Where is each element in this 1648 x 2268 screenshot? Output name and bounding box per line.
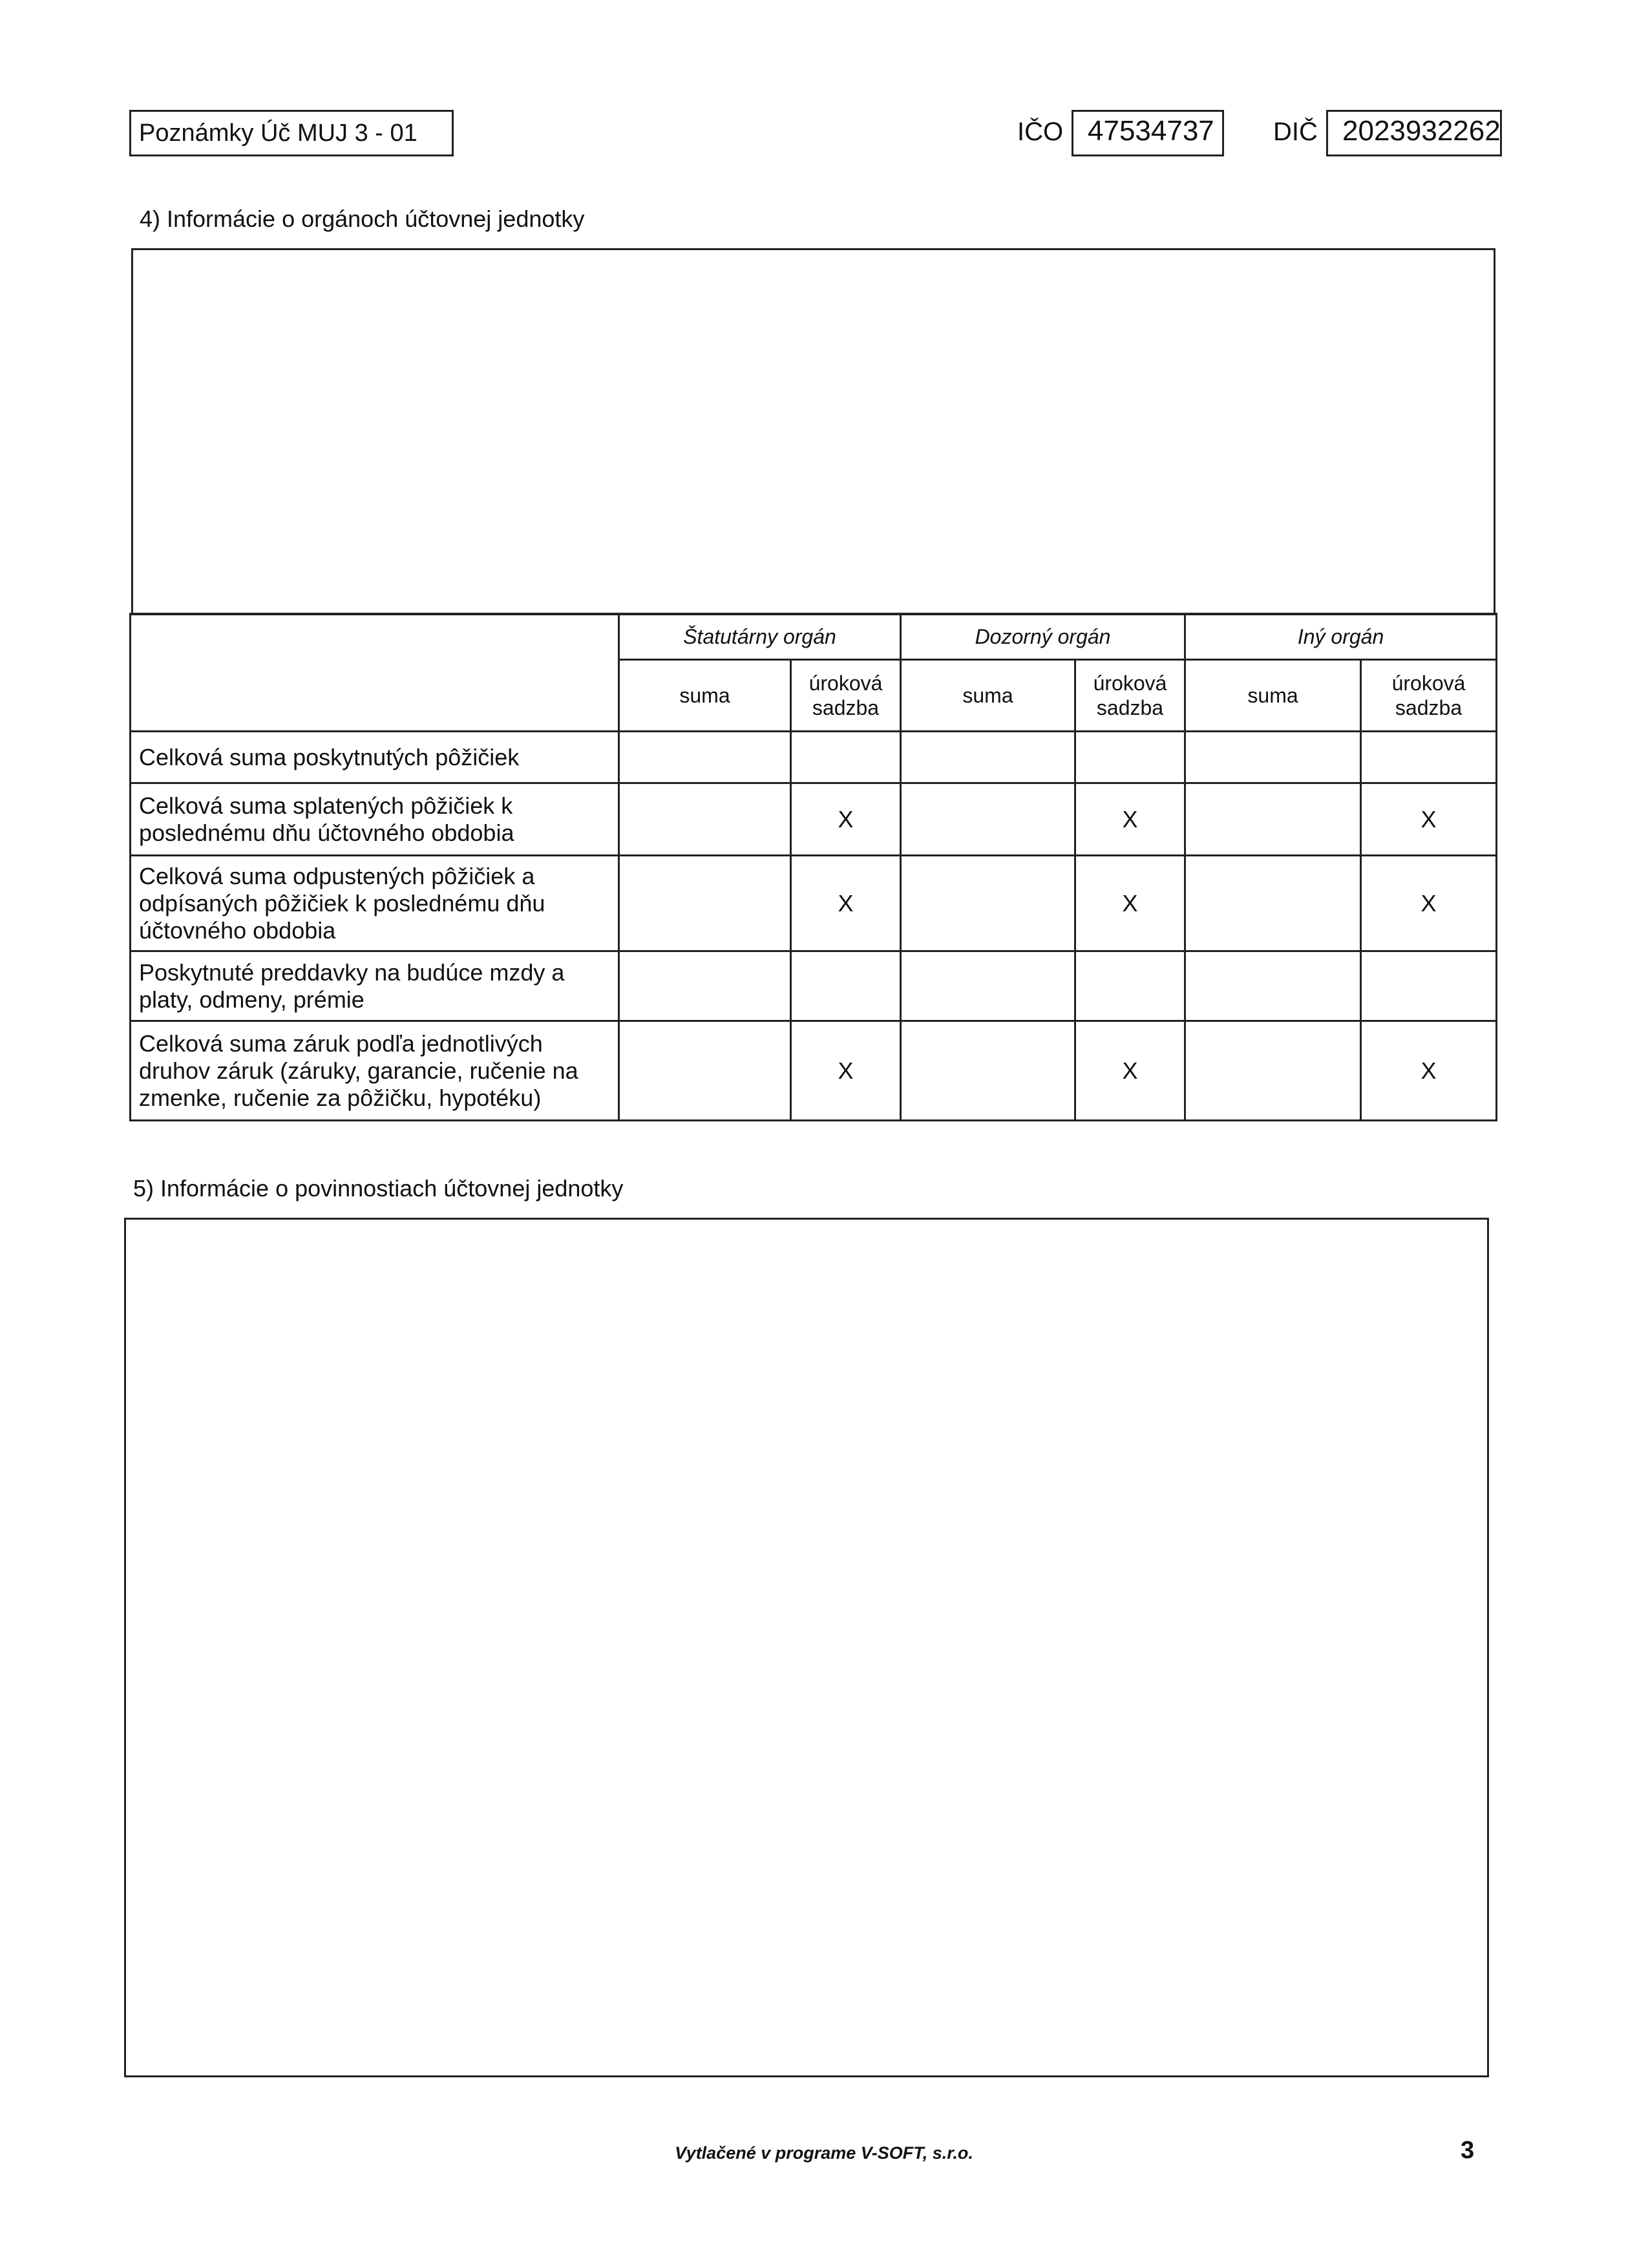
na-cell: X <box>1361 856 1497 951</box>
subheader-rate: úroková sadzba <box>1361 660 1497 732</box>
subheader-suma: suma <box>1185 660 1361 732</box>
value-cell[interactable] <box>791 951 901 1021</box>
na-cell: X <box>791 783 901 856</box>
value-cell[interactable] <box>791 732 901 783</box>
group-header-supervisory: Dozorný orgán <box>901 614 1185 660</box>
value-cell[interactable] <box>1075 732 1185 783</box>
value-cell[interactable] <box>1361 951 1497 1021</box>
subheader-rate: úroková sadzba <box>1075 660 1185 732</box>
subheader-suma: suma <box>619 660 791 732</box>
value-cell[interactable] <box>1361 732 1497 783</box>
value-cell[interactable] <box>1185 856 1361 951</box>
table-row <box>131 951 1497 1021</box>
value-cell[interactable] <box>1185 732 1361 783</box>
row-label: Celková suma záruk podľa jednotlivých druhov záruk (záruky, garancie, ručenie na zmenke, ručenie za pôžičku, hypotéku) <box>131 1021 619 1121</box>
value-cell[interactable] <box>1075 951 1185 1021</box>
group-header-statutory: Štatutárny orgán <box>619 614 901 660</box>
section4-text-area[interactable] <box>131 248 1495 615</box>
subheader-suma: suma <box>901 660 1075 732</box>
na-cell: X <box>1075 856 1185 951</box>
row-label: Poskytnuté preddavky na budúce mzdy a platy, odmeny, prémie <box>131 951 619 1021</box>
value-cell[interactable] <box>901 1021 1075 1121</box>
loans-table <box>129 613 1497 1121</box>
dic-value-box: 2023932262 <box>1326 110 1502 156</box>
value-cell[interactable] <box>901 951 1075 1021</box>
printed-by-footer: Vytlačené v programe V-SOFT, s.r.o. <box>675 2143 973 2163</box>
value-cell[interactable] <box>901 856 1075 951</box>
value-cell[interactable] <box>901 783 1075 856</box>
table-row <box>131 783 1497 856</box>
ico-value-box: 47534737 <box>1072 110 1224 156</box>
value-cell[interactable] <box>619 951 791 1021</box>
value-cell[interactable] <box>1185 783 1361 856</box>
table-corner-cell <box>131 614 619 732</box>
na-cell: X <box>1075 1021 1185 1121</box>
value-cell[interactable] <box>1185 951 1361 1021</box>
row-label: Celková suma odpustených pôžičiek a odpísaných pôžičiek k poslednému dňu účtovného obdobia <box>131 856 619 951</box>
table-row <box>131 1021 1497 1121</box>
subheader-rate: úroková sadzba <box>791 660 901 732</box>
value-cell[interactable] <box>1185 1021 1361 1121</box>
section4-heading: 4) Informácie o orgánoch účtovnej jednotky <box>140 206 585 232</box>
value-cell[interactable] <box>619 783 791 856</box>
section5-heading: 5) Informácie o povinnostiach účtovnej jednotky <box>133 1175 624 1202</box>
document-title-box: Poznámky Úč MUJ 3 - 01 <box>129 110 454 156</box>
table-row <box>131 732 1497 783</box>
ico-label: IČO <box>1017 118 1064 146</box>
na-cell: X <box>791 1021 901 1121</box>
group-header-other: Iný orgán <box>1185 614 1497 660</box>
row-label: Celková suma splatených pôžičiek k poslednému dňu účtovného obdobia <box>131 783 619 856</box>
na-cell: X <box>1075 783 1185 856</box>
row-label: Celková suma poskytnutých pôžičiek <box>131 732 619 783</box>
table-row <box>131 856 1497 951</box>
value-cell[interactable] <box>619 856 791 951</box>
value-cell[interactable] <box>619 1021 791 1121</box>
page-number: 3 <box>1461 2137 1475 2164</box>
na-cell: X <box>1361 1021 1497 1121</box>
value-cell[interactable] <box>619 732 791 783</box>
section5-text-area[interactable] <box>124 1218 1489 2077</box>
dic-label: DIČ <box>1273 118 1318 146</box>
na-cell: X <box>791 856 901 951</box>
na-cell: X <box>1361 783 1497 856</box>
value-cell[interactable] <box>901 732 1075 783</box>
